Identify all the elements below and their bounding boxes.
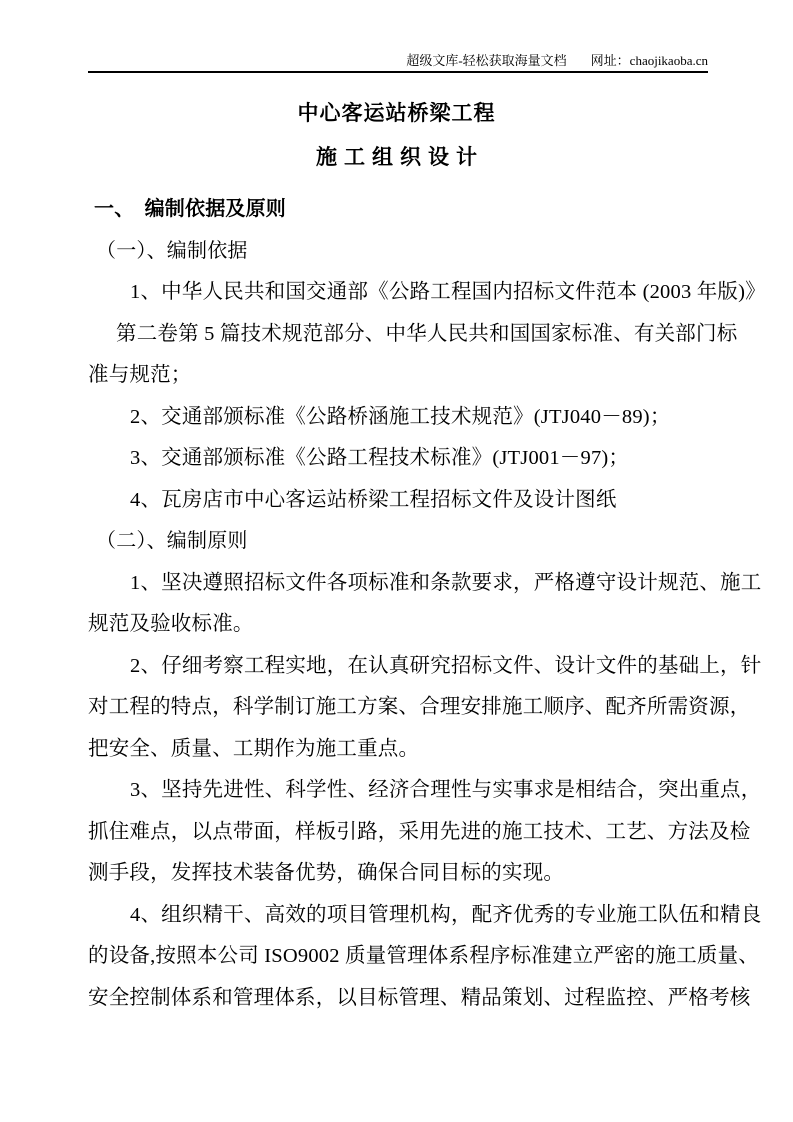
body-line: 准与规范； <box>88 364 192 386</box>
body-line: 3、交通部颁标准《公路工程技术标准》(JTJ001－97)； <box>130 447 630 469</box>
body-line: 2、仔细考察工程实地，在认真研究招标文件、设计文件的基础上，针 <box>130 654 762 677</box>
body-line: 1、坚决遵照招标文件各项标准和条款要求，严格遵守设计规范、施工 <box>130 571 762 594</box>
body-line: 的设备,按照本公司 ISO9002 质量管理体系程序标准建立严密的施工质量、 <box>88 945 760 967</box>
body-line: 4、组织精干、高效的项目管理机构，配齐优秀的专业施工队伍和精良 <box>130 903 762 926</box>
site-header <box>88 52 708 69</box>
body-line: 安全控制体系和管理体系，以目标管理、精品策划、过程监控、严格考核 <box>88 986 751 1009</box>
body-line: 测手段，发挥技术装备优势，确保合同目标的实现。 <box>88 862 565 884</box>
site-url-label: 网址：chaojikaoba.cn <box>590 53 708 68</box>
document-body <box>88 189 766 1019</box>
body-line: 对工程的特点，科学制订施工方案、合理安排施工顺序、配齐所需资源， <box>88 696 751 718</box>
body-line: 2、交通部颁标准《公路桥涵施工技术规范》(JTJ040－89)； <box>130 405 671 428</box>
header-divider <box>88 71 708 73</box>
body-line: 4、瓦房店市中心客运站桥梁工程招标文件及设计图纸 <box>130 488 617 511</box>
body-line: 1、中华人民共和国交通部《公路工程国内招标文件范本 (2003 年版)》 <box>130 281 766 303</box>
body-line: 3、坚持先进性、科学性、经济合理性与实事求是相结合，突出重点， <box>130 779 762 801</box>
subsection-heading: （一）、编制依据 <box>96 239 248 262</box>
subsection-heading: （二）、编制原则 <box>96 530 248 552</box>
document-subtitle: 施工组织设计 <box>316 145 484 169</box>
section-heading: 一、 编制依据及原则 <box>94 198 286 220</box>
site-name-label: 超级文库-轻松获取海量文档 <box>406 53 567 68</box>
body-line: 规范及验收标准。 <box>88 613 254 635</box>
body-line: 把安全、质量、工期作为施工重点。 <box>88 737 420 760</box>
document-title: 中心客运站桥梁工程 <box>297 101 496 125</box>
body-line: 抓住难点，以点带面，样板引路，采用先进的施工技术、工艺、方法及检 <box>88 820 751 843</box>
body-line: 第二卷第 5 篇技术规范部分、中华人民共和国国家标准、有关部门标 <box>116 322 738 345</box>
